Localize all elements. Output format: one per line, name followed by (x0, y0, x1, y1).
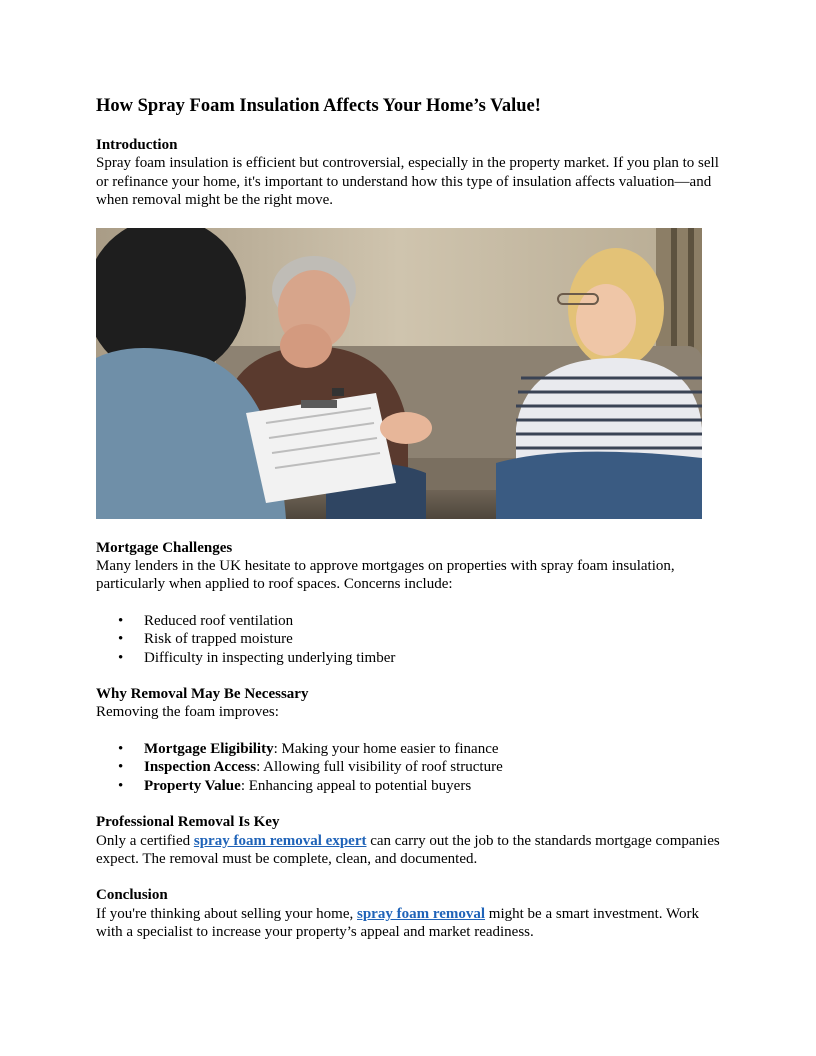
bullet-icon: • (118, 740, 124, 757)
spray-foam-removal-expert-link[interactable]: spray foam removal expert (193, 832, 367, 849)
conclusion-text: If you're thinking about selling your home, spray foam removal might be a smart investment. Work with a specialist to increase your property’s appeal and market readiness. (96, 905, 699, 941)
conclusion-section (96, 886, 720, 941)
intro-heading: Introduction (96, 137, 178, 153)
list-item (96, 777, 720, 795)
bullet-icon: • (118, 649, 124, 666)
mortgage-section (96, 539, 720, 594)
benefit-desc: : Enhancing appeal to potential buyers (240, 777, 472, 794)
benefit-term: Mortgage Eligibility (144, 740, 274, 757)
professional-section (96, 813, 720, 868)
list-item (96, 758, 720, 776)
list-item: • Reduced roof ventilation (118, 612, 294, 629)
list-item: • Risk of trapped moisture (118, 631, 293, 648)
list-item: • Difficulty in inspecting underlying timber (118, 649, 396, 666)
mortgage-text: Many lenders in the UK hesitate to approve mortgages on properties with spray foam insulation, particularly when applied to roof spaces. Concerns include: (96, 558, 675, 593)
removal-text: Removing the foam improves: (96, 704, 279, 721)
spray-foam-removal-link[interactable]: spray foam removal (357, 905, 486, 922)
bullet-icon: • (118, 631, 124, 648)
bullet-icon: • (118, 612, 124, 629)
benefit-desc: : Allowing full visibility of roof structure (256, 759, 503, 776)
document-page (96, 94, 720, 942)
mortgage-heading: Mortgage Challenges (96, 539, 233, 556)
professional-heading: Professional Removal Is Key (96, 814, 280, 831)
consultation-photo (96, 228, 702, 519)
benefit-term: Property Value (144, 777, 241, 794)
intro-section (96, 136, 720, 210)
removal-section (96, 685, 720, 722)
removal-benefits-list (96, 740, 720, 795)
page-title: How Spray Foam Insulation Affects Your Home’s Value! (96, 96, 541, 116)
bullet-icon: • (118, 759, 124, 776)
conclusion-heading: Conclusion (96, 887, 168, 904)
removal-heading: Why Removal May Be Necessary (96, 686, 309, 703)
mortgage-concerns-list (96, 612, 720, 667)
benefit-term: Inspection Access (144, 759, 257, 776)
list-item (96, 740, 720, 758)
intro-text: Spray foam insulation is efficient but controversial, especially in the property market. If you plan to sell or refinance your home, it's important to understand how this type of insulation affects valuation—and when removal might be the right move. (96, 155, 719, 209)
photo-illustration (96, 228, 702, 519)
bullet-icon: • (118, 777, 124, 794)
professional-text: Only a certified spray foam removal expert can carry out the job to the standards mortgage companies expect. The removal must be complete, clean, and documented. (96, 832, 720, 867)
benefit-desc: : Making your home easier to finance (273, 740, 499, 757)
